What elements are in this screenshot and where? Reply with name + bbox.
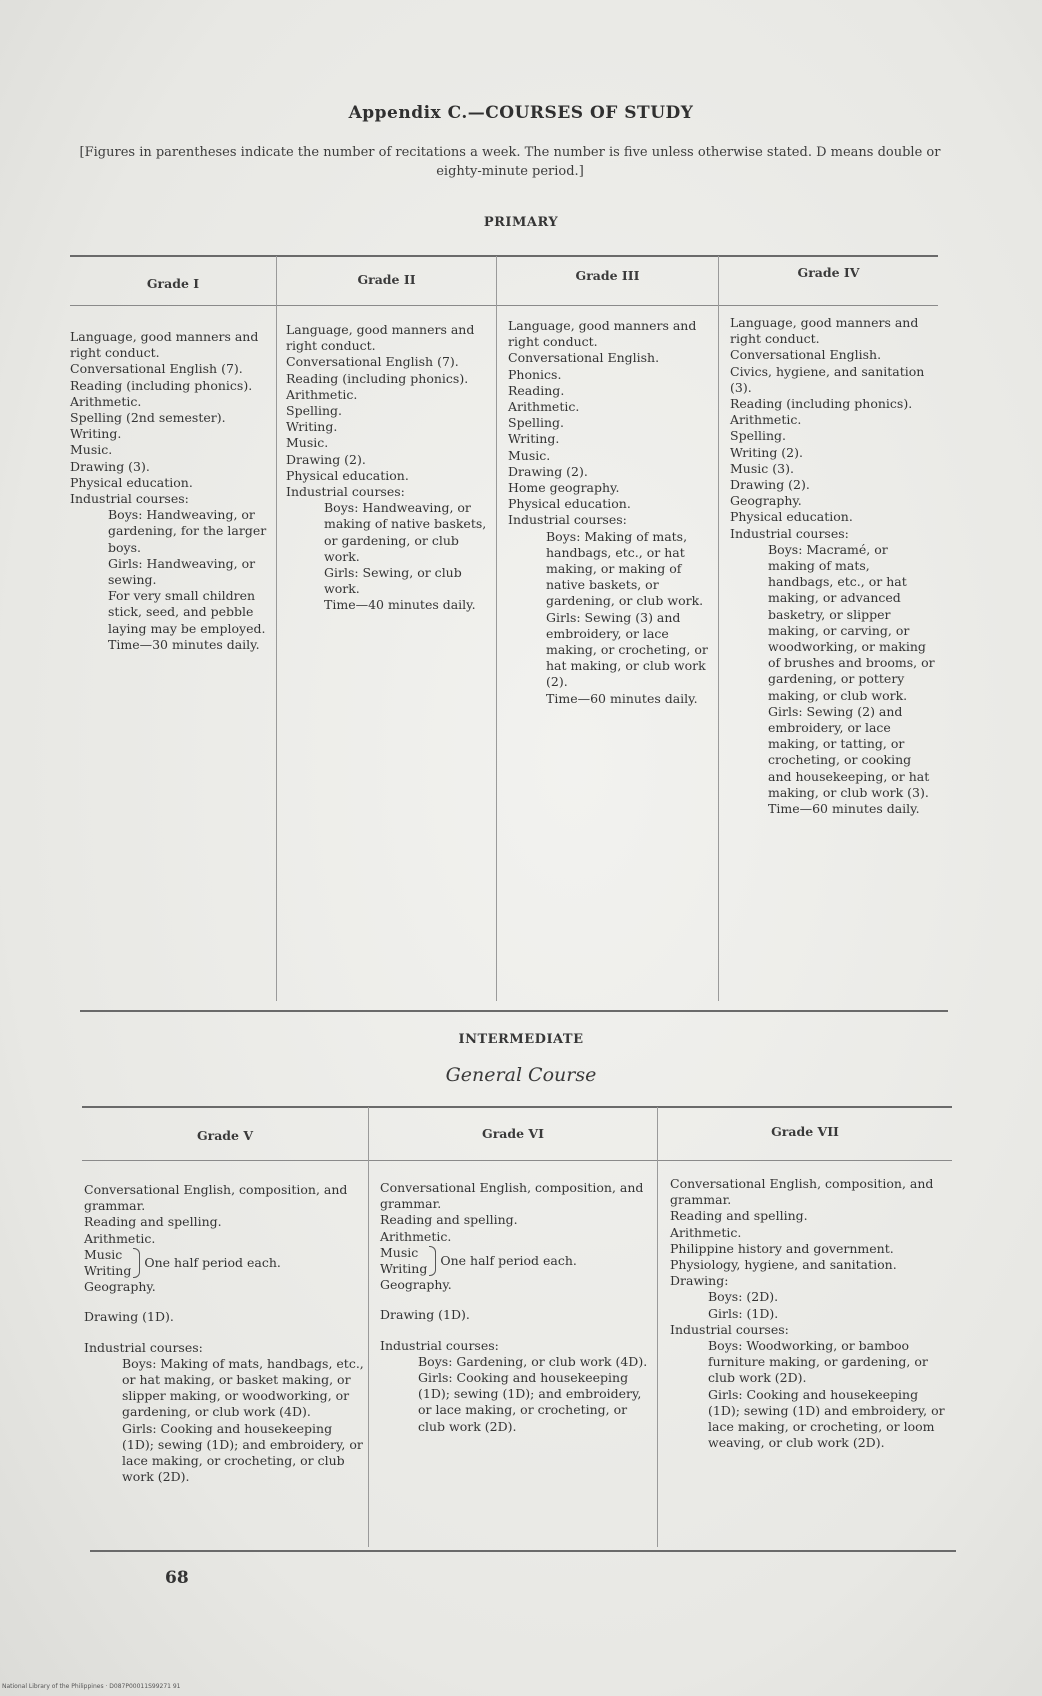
course-item: Industrial courses: [508,512,627,528]
course-item: Drawing (2). [730,477,810,493]
course-subitem: Girls: Cooking and housekeeping (1D); sewing (1D); and embroidery, or lace making, or crocheting, or club work (2D). [418,1370,642,1434]
intermediate-header-rule [82,1160,952,1161]
course-item: Industrial courses: [670,1321,789,1337]
course-item: Language, good manners and right conduct. [508,318,697,350]
course-item: Arithmetic. [508,399,580,415]
course-item: Drawing (2). [286,451,366,467]
course-item: Music [380,1244,419,1260]
brace-icon [429,1246,436,1276]
grade-4-column [730,315,936,817]
intermediate-label: INTERMEDIATE [458,1032,584,1047]
course-subitem: Girls: Sewing (3) and embroidery, or lace making, or crocheting, or hat making, or club work (2). [546,609,708,690]
course-subitem: Girls: (1D). [708,1305,779,1321]
header-grade-6: Grade VI [482,1126,544,1141]
course-item: Conversational English. [508,350,660,366]
grade-5-column [84,1182,364,1485]
header-grade-3: Grade III [575,268,640,283]
page-title: Appendix C.—COURSES OF STUDY [348,103,694,123]
course-item: Music. [286,435,329,451]
course-item: Conversational English, composition, and grammar. [84,1182,348,1214]
course-item: Conversational English. [730,347,882,363]
course-item: Industrial courses: [380,1337,499,1353]
music-writing-group [380,1245,652,1277]
course-item: Music [84,1246,123,1262]
course-item: Writing [380,1261,428,1277]
course-item: Writing (2). [730,444,803,460]
course-item: Spelling (2nd semester). [70,410,226,426]
course-subitem: Boys: Woodworking, or bamboo furniture making, or gardening, or club work (2D). [708,1338,928,1386]
course-item: Arithmetic. [286,386,358,402]
course-item: Reading (including phonics). [730,396,913,412]
course-item: Drawing: [670,1273,729,1289]
bracket-note: One half period each. [440,1252,577,1268]
course-item: Reading and spelling. [380,1212,518,1228]
course-item: Drawing (1D). [380,1307,470,1323]
header-note: [Figures in parentheses indicate the number of recitations a week. The number is five unless otherwise stated. D means double or eighty-minute period.] [79,145,941,179]
course-item: Music. [70,442,113,458]
primary-divider-2 [496,256,497,1001]
grade-6-column [380,1180,652,1435]
course-item: Reading and spelling. [84,1214,222,1230]
course-item: Home geography. [508,480,620,496]
course-subitem: Boys: Making of mats, handbags, etc., or hat making, or making of native baskets, or gardening, or club work. [546,528,704,609]
course-subitem: Time—60 minutes daily. [768,801,920,817]
course-subitem: Boys: Gardening, or club work (4D). [418,1353,648,1369]
course-item: Conversational English, composition, and grammar. [670,1176,934,1208]
archive-footer: National Library of the Philippines · D087P00011S99271 91 [2,1683,181,1690]
course-item: Arithmetic. [730,412,802,428]
course-subitem: Girls: Cooking and housekeeping (1D); sewing (1D) and embroidery, or lace making, or crocheting, or loom weaving, or club work (2D). [708,1386,945,1451]
intermediate-bottom-rule [90,1550,956,1552]
primary-top-rule [70,255,938,257]
course-item: Drawing (2). [508,463,588,479]
course-item: Geography. [730,493,802,509]
course-subitem: Boys: (2D). [708,1289,779,1305]
course-item: Industrial courses: [70,491,189,507]
course-item: Spelling. [286,403,342,419]
intermediate-divider-2 [657,1107,658,1547]
primary-divider-1 [276,256,277,1001]
course-subitem: For very small children stick, seed, and pebble laying may be employed. [108,588,266,636]
course-item: Music (3). [730,460,794,476]
intermediate-divider-1 [368,1107,369,1547]
course-subitem: Girls: Sewing (2) and embroidery, or lace making, or tatting, or crocheting, or cooking and housekeeping, or hat making, or club work (3). [768,703,930,800]
course-item: Conversational English (7). [286,354,459,370]
course-subitem: Time—40 minutes daily. [324,597,476,613]
course-item: Music. [508,447,551,463]
course-item: Conversational English, composition, and grammar. [380,1180,644,1212]
intermediate-top-rule [82,1106,952,1108]
page-number: 68 [165,1568,189,1588]
course-subitem: Time—60 minutes daily. [546,690,698,706]
primary-header-rule [70,305,938,306]
course-item: Writing. [70,426,122,442]
course-subitem: Boys: Handweaving, or making of native baskets, or gardening, or club work. [324,500,487,564]
course-item: Language, good manners and right conduct. [730,315,919,347]
primary-label: PRIMARY [483,215,559,230]
course-item: Reading (including phonics). [286,370,469,386]
course-subitem: Girls: Cooking and housekeeping (1D); sewing (1D); and embroidery, or lace making, or crocheting, or club work (2D). [122,1420,363,1485]
course-item: Philippine history and government. [670,1240,894,1256]
course-item: Arithmetic. [670,1224,742,1240]
brace-icon [133,1248,140,1278]
course-item: Civics, hygiene, and sanitation (3). [730,363,925,395]
general-course-label: General Course [445,1064,597,1086]
course-item: Conversational English (7). [70,361,243,377]
course-item: Arithmetic. [70,393,142,409]
grade-3-column [508,318,714,707]
course-item: Phonics. [508,366,562,382]
course-item: Arithmetic. [380,1228,452,1244]
course-item: Language, good manners and right conduct. [70,329,259,361]
course-item: Industrial courses: [286,484,405,500]
header-grade-1: Grade I [146,276,200,291]
header-grade-5: Grade V [196,1128,254,1143]
bracket-note: One half period each. [144,1254,281,1270]
primary-bottom-rule [80,1010,948,1012]
course-subitem: Girls: Handweaving, or sewing. [108,555,256,588]
course-subitem: Boys: Macramé, or making of mats, handbags, etc., or hat making, or advanced basketry, or slipper making, or carving, or woodworking, or making of brushes and brooms, or gardening, or pottery making, or club work. [768,541,935,703]
course-item: Physical education. [730,509,853,525]
course-subitem: Girls: Sewing, or club work. [324,565,462,597]
course-item: Arithmetic. [84,1230,156,1246]
course-subitem: Boys: Making of mats, handbags, etc., or hat making, or basket making, or slipper making, or woodworking, or gardening, or club work (4D). [122,1355,364,1420]
course-item: Industrial courses: [84,1339,203,1355]
course-item: Physical education. [286,467,409,483]
course-item: Language, good manners and right conduct. [286,322,475,354]
course-item: Geography. [380,1277,452,1293]
course-item: Writing [84,1263,132,1279]
header-grade-2: Grade II [357,272,416,287]
grade-1-column [70,329,270,653]
grade-2-column [286,322,490,614]
grade-7-column [670,1176,950,1451]
course-item: Writing. [508,431,560,447]
course-item: Writing. [286,419,338,435]
course-item: Reading and spelling. [670,1208,808,1224]
course-item: Reading. [508,382,565,398]
header-grade-7: Grade VII [771,1124,839,1139]
course-item: Geography. [84,1279,156,1295]
header-grade-4: Grade IV [797,265,860,280]
music-writing-group [84,1247,364,1279]
course-item: Spelling. [730,428,786,444]
primary-divider-3 [718,256,719,1001]
course-subitem: Boys: Handweaving, or gardening, for the larger boys. [108,507,267,555]
course-item: Spelling. [508,415,564,431]
course-subitem: Time—30 minutes daily. [108,636,260,652]
course-item: Reading (including phonics). [70,377,253,393]
course-item: Physiology, hygiene, and sanitation. [670,1257,897,1273]
course-item: Industrial courses: [730,525,849,541]
course-item: Physical education. [508,496,631,512]
course-item: Drawing (1D). [84,1309,174,1325]
course-item: Physical education. [70,474,193,490]
course-item: Drawing (3). [70,458,150,474]
